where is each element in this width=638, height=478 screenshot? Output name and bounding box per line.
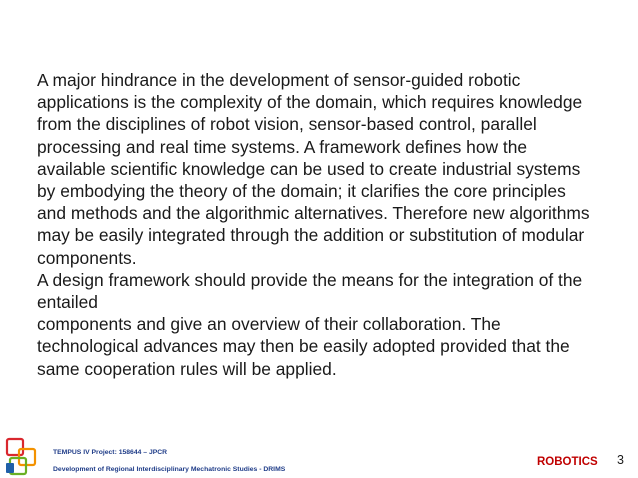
body-line: applications is the complexity of the domain, which requires knowledge [37,92,583,113]
footer-program: Development of Regional Interdisciplinary Mechatronic Studies - DRIMS [53,466,286,473]
slide-body-text [37,69,617,380]
page-number: 3 [617,453,624,467]
body-line: components. [37,247,137,268]
footer-project: TEMPUS IV Project: 158644 – JPCR [53,449,168,456]
body-line: A major hindrance in the development of sensor-guided robotic [37,70,521,90]
body-line: components and give an overview of their collaboration. The [37,314,501,335]
body-line: from the disciplines of robot vision, sensor-based control, parallel [37,114,537,135]
body-line: may be easily integrated through the addition or substitution of modular [37,225,585,246]
body-line: technological advances may then be easily adopted provided that the [37,336,570,357]
body-line: and methods and the algorithmic alternatives. Therefore new algorithms [37,203,590,224]
body-line: processing and real time systems. A framework defines how the [37,136,528,157]
body-line: available scientific knowledge can be used to create industrial systems [37,158,581,179]
body-line: A design framework should provide the means for the integration of the [37,269,583,290]
body-line: same cooperation rules will be applied. [37,358,337,379]
drims-logo-icon [4,437,44,477]
footer-brand: ROBOTICS [537,456,598,468]
body-line: by embodying the theory of the domain; it clarifies the core principles [37,181,566,202]
body-line: entailed [37,292,98,313]
